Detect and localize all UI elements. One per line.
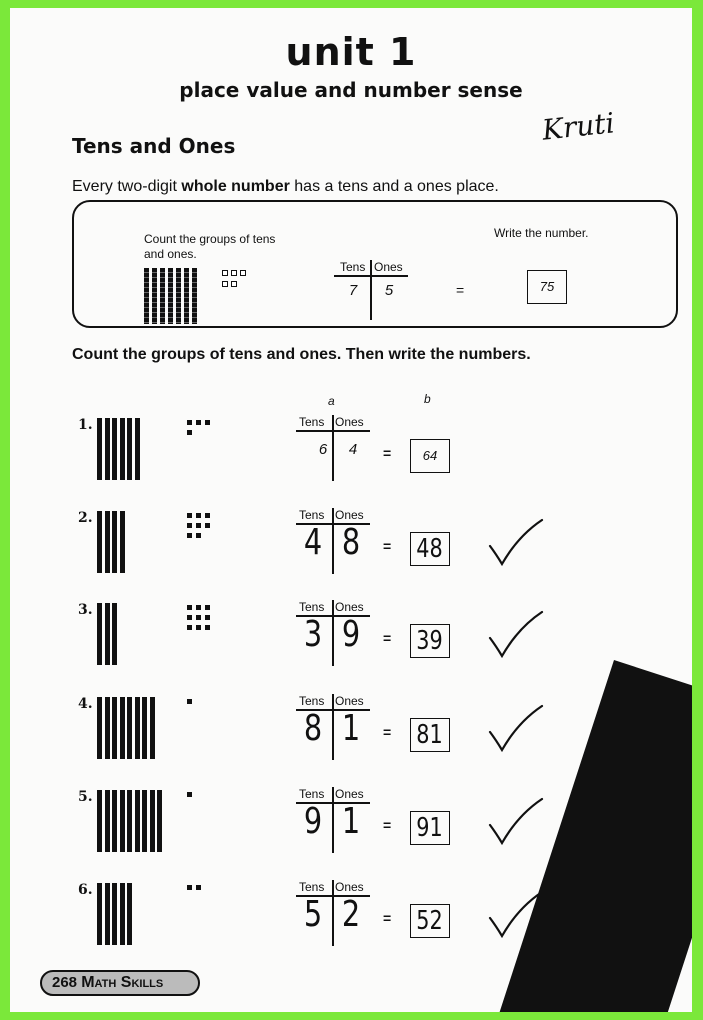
problem-row bbox=[10, 415, 692, 495]
ones-cube bbox=[187, 605, 192, 610]
ones-cube bbox=[187, 523, 192, 528]
tens-ones-chart bbox=[296, 880, 370, 954]
tens-rod bbox=[97, 418, 102, 480]
tens-rod bbox=[168, 268, 173, 324]
tens-rod bbox=[135, 697, 140, 759]
ones-cube bbox=[222, 270, 228, 276]
checkmark-icon bbox=[482, 606, 552, 666]
answer-value: 81 bbox=[416, 720, 444, 750]
ones-cube bbox=[187, 513, 192, 518]
tens-header: Tens bbox=[299, 600, 325, 614]
intro-part-1: Every two-digit bbox=[72, 178, 182, 195]
ones-cube bbox=[187, 430, 192, 435]
answer-value: 91 bbox=[416, 813, 444, 843]
ones-cube bbox=[187, 885, 192, 890]
tens-digit: 6 bbox=[318, 441, 328, 458]
tens-rod bbox=[120, 511, 125, 573]
ones-cube bbox=[205, 615, 210, 620]
tens-digit: 7 bbox=[348, 282, 358, 299]
ones-cube bbox=[196, 420, 201, 425]
equals-sign: = bbox=[383, 538, 392, 554]
chart-divider-vertical bbox=[332, 880, 334, 946]
tens-rod bbox=[127, 883, 132, 945]
ones-cube bbox=[187, 792, 192, 797]
ones-cube bbox=[205, 605, 210, 610]
answer-box bbox=[410, 532, 450, 566]
checkmark-icon bbox=[482, 514, 552, 574]
worksheet-page bbox=[10, 8, 692, 1012]
tens-rod bbox=[105, 603, 110, 665]
tens-rod bbox=[127, 790, 132, 852]
column-label-b: b bbox=[424, 392, 431, 406]
instruction-text: Count the groups of tens and ones. Then write the numbers. bbox=[72, 346, 531, 363]
ones-cube bbox=[240, 270, 246, 276]
tens-rod bbox=[112, 418, 117, 480]
tens-rod bbox=[105, 418, 110, 480]
ones-digit: 8 bbox=[341, 522, 361, 563]
tens-digit: 4 bbox=[303, 522, 323, 563]
problem-number: 3. bbox=[78, 602, 93, 618]
ones-cube bbox=[222, 281, 228, 287]
tens-header: Tens bbox=[299, 694, 325, 708]
tens-ones-chart bbox=[296, 508, 370, 582]
tens-rod bbox=[112, 603, 117, 665]
problem-number: 1. bbox=[78, 417, 93, 433]
tens-digit: 8 bbox=[303, 708, 323, 749]
problem-row bbox=[10, 600, 692, 680]
ones-cube bbox=[205, 420, 210, 425]
tens-rod bbox=[97, 511, 102, 573]
page-number: 268 bbox=[52, 974, 78, 991]
ones-header: Ones bbox=[335, 508, 364, 522]
ones-cube bbox=[196, 513, 201, 518]
ones-cube bbox=[196, 625, 201, 630]
ones-header: Ones bbox=[374, 260, 403, 274]
chart-divider-vertical bbox=[370, 260, 372, 320]
tens-rod bbox=[112, 697, 117, 759]
tens-rod bbox=[105, 511, 110, 573]
tens-ones-chart bbox=[296, 787, 370, 861]
chart-divider-vertical bbox=[332, 694, 334, 760]
tens-digit: 5 bbox=[303, 894, 323, 935]
tens-rod bbox=[135, 790, 140, 852]
tens-rod bbox=[127, 418, 132, 480]
example-ones-cubes bbox=[222, 270, 262, 290]
ones-header: Ones bbox=[335, 415, 364, 429]
ones-digit: 5 bbox=[384, 282, 394, 299]
tens-rod bbox=[112, 883, 117, 945]
ones-digit: 1 bbox=[341, 708, 361, 749]
ones-digit: 2 bbox=[341, 894, 361, 935]
tens-rod bbox=[120, 697, 125, 759]
equals-sign: = bbox=[383, 817, 392, 833]
answer-value: 52 bbox=[416, 906, 444, 936]
example-write-label: Write the number. bbox=[494, 226, 589, 240]
problem-number: 2. bbox=[78, 510, 93, 526]
ones-header: Ones bbox=[335, 787, 364, 801]
equals-sign: = bbox=[383, 630, 392, 646]
tens-header: Tens bbox=[340, 260, 366, 274]
problem-number: 4. bbox=[78, 696, 93, 712]
example-equals: = bbox=[456, 282, 465, 298]
tens-header: Tens bbox=[299, 880, 325, 894]
tens-rod bbox=[120, 790, 125, 852]
book-title: Math Skills bbox=[81, 974, 164, 991]
ones-cube bbox=[196, 523, 201, 528]
example-box bbox=[72, 200, 678, 328]
ones-cube bbox=[231, 281, 237, 287]
tens-rod bbox=[97, 790, 102, 852]
tens-rod bbox=[160, 268, 165, 324]
tens-rod bbox=[150, 790, 155, 852]
ones-cube bbox=[196, 605, 201, 610]
ones-digit: 1 bbox=[341, 801, 361, 842]
tens-rod bbox=[97, 883, 102, 945]
equals-sign: = bbox=[383, 724, 392, 740]
ones-cube bbox=[187, 625, 192, 630]
tens-digit: 3 bbox=[303, 614, 323, 655]
ones-header: Ones bbox=[335, 694, 364, 708]
equals-sign: = bbox=[383, 910, 392, 926]
ones-cube bbox=[196, 533, 201, 538]
checkmark-icon bbox=[482, 793, 552, 853]
tens-rod bbox=[192, 268, 197, 324]
example-count-label: Count the groups of tens and ones. bbox=[144, 232, 276, 261]
chart-divider-vertical bbox=[332, 787, 334, 853]
intro-part-2: has a tens and a ones place. bbox=[289, 178, 499, 195]
ones-cube bbox=[196, 885, 201, 890]
answer-box bbox=[410, 811, 450, 845]
problem-number: 6. bbox=[78, 882, 93, 898]
tens-digit: 9 bbox=[303, 801, 323, 842]
tens-ones-chart bbox=[296, 415, 370, 489]
ones-cube bbox=[187, 615, 192, 620]
ones-cube bbox=[231, 270, 237, 276]
tens-rod bbox=[120, 418, 125, 480]
tens-header: Tens bbox=[299, 787, 325, 801]
tens-rod bbox=[97, 697, 102, 759]
ones-cube bbox=[205, 523, 210, 528]
tens-rod bbox=[152, 268, 157, 324]
ones-digit: 4 bbox=[348, 441, 358, 458]
example-tens-ones-chart bbox=[334, 260, 408, 328]
answer-value: 48 bbox=[416, 534, 444, 564]
tens-rod bbox=[105, 883, 110, 945]
problem-number: 5. bbox=[78, 789, 93, 805]
answer-value: 39 bbox=[416, 626, 444, 656]
tens-rod bbox=[184, 268, 189, 324]
ones-header: Ones bbox=[335, 600, 364, 614]
tens-rod bbox=[120, 883, 125, 945]
student-name-handwritten: Kruti bbox=[540, 106, 617, 147]
answer-value: 64 bbox=[422, 448, 438, 463]
unit-subtitle: place value and number sense bbox=[179, 78, 523, 102]
checkmark-icon bbox=[482, 700, 552, 760]
unit-title: unit 1 bbox=[285, 30, 417, 74]
ones-header: Ones bbox=[335, 880, 364, 894]
tens-rod bbox=[176, 268, 181, 324]
equals-sign: = bbox=[383, 445, 392, 461]
tens-rod bbox=[135, 418, 140, 480]
example-tens-rods bbox=[144, 268, 204, 324]
ones-cube bbox=[196, 615, 201, 620]
ones-cube bbox=[187, 420, 192, 425]
ones-cube bbox=[187, 533, 192, 538]
tens-rod bbox=[112, 511, 117, 573]
chart-divider-vertical bbox=[332, 600, 334, 666]
tens-rod bbox=[112, 790, 117, 852]
example-answer-box bbox=[527, 270, 567, 304]
intro-text bbox=[72, 178, 499, 196]
ones-digit: 9 bbox=[341, 614, 361, 655]
tens-rod bbox=[142, 790, 147, 852]
page-footer bbox=[40, 970, 200, 996]
ones-cube bbox=[205, 625, 210, 630]
tens-header: Tens bbox=[299, 415, 325, 429]
tens-rod bbox=[127, 697, 132, 759]
chart-divider-vertical bbox=[332, 508, 334, 574]
ones-cube bbox=[205, 513, 210, 518]
tens-rod bbox=[105, 697, 110, 759]
answer-box bbox=[410, 439, 450, 473]
tens-header: Tens bbox=[299, 508, 325, 522]
example-answer: 75 bbox=[539, 279, 555, 294]
problem-row bbox=[10, 508, 692, 588]
tens-ones-chart bbox=[296, 694, 370, 768]
tens-ones-chart bbox=[296, 600, 370, 674]
tens-rod bbox=[97, 603, 102, 665]
section-title: Tens and Ones bbox=[72, 134, 236, 158]
tens-rod bbox=[150, 697, 155, 759]
column-label-a: a bbox=[328, 394, 335, 408]
tens-rod bbox=[157, 790, 162, 852]
tens-rod bbox=[144, 268, 149, 324]
ones-cube bbox=[187, 699, 192, 704]
tens-rod bbox=[105, 790, 110, 852]
intro-bold-term: whole number bbox=[181, 178, 290, 195]
answer-box bbox=[410, 904, 450, 938]
tens-rod bbox=[142, 697, 147, 759]
answer-box bbox=[410, 624, 450, 658]
answer-box bbox=[410, 718, 450, 752]
